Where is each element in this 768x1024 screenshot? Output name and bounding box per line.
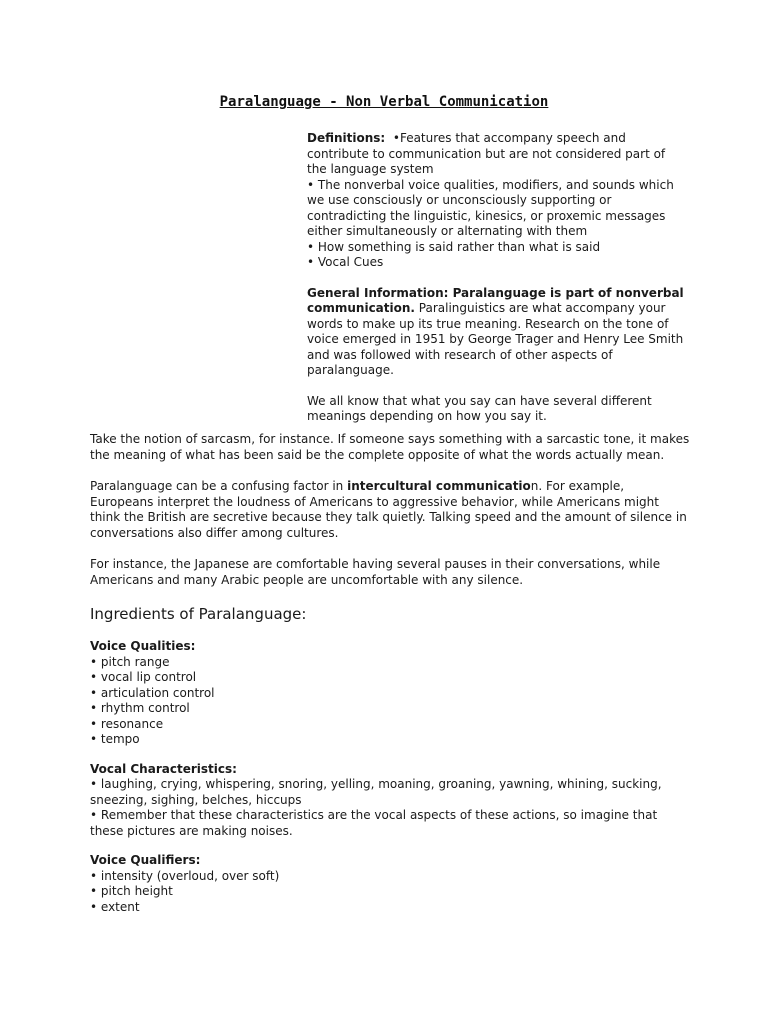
definitions-column: [307, 131, 687, 440]
voice-qualifiers-label: Voice Qualifiers:: [90, 853, 201, 867]
japanese-paragraph: For instance, the Japanese are comfortable having several pauses in their conversations, while Americans and many Arabic people are uncomfortable with any silence.: [90, 557, 661, 587]
list-item: • laughing, crying, whispering, snoring, yelling, moaning, groaning, yawning, whining, sucking, sneezing, sighing, belches, hiccups: [90, 777, 690, 808]
list-item: • articulation control: [90, 686, 690, 702]
general-info-label: General Information: Paralanguage is part of nonverbal communication.: [307, 285, 684, 315]
voice-qualities-list: [90, 655, 690, 748]
general-info-paragraph-2: We all know that what you say can have several different meanings depending on how you say it.: [307, 393, 652, 423]
list-item: • pitch range: [90, 655, 690, 671]
list-item: • pitch height: [90, 884, 690, 900]
list-item: • Remember that these characteristics are the vocal aspects of these actions, so imagine that these pictures are making noises.: [90, 808, 690, 839]
definitions-first-line: Definitions: •Features that accompany speech and contribute to communication but are not considered part of the language system: [307, 131, 666, 176]
list-item: • vocal lip control: [90, 670, 690, 686]
vocal-characteristics-label: Vocal Characteristics:: [90, 761, 237, 776]
intercultural-paragraph: Paralanguage can be a confusing factor in intercultural communication. For example, Europeans interpret the loudness of Americans to aggressive behavior, while Americans might think the British are secretive because they talk quietly. Talking speed and the amount of silence in conversations also differ among cultures.: [90, 479, 687, 540]
voice-qualities-label: Voice Qualities:: [90, 639, 196, 653]
general-info-block: [307, 286, 687, 379]
definitions-item: • The nonverbal voice qualities, modifiers, and sounds which we use consciously or unconsciously supporting or contradicting the linguistic, kinesics, or proxemic messages either simultaneously or alternating with them: [307, 177, 674, 238]
sarcasm-paragraph: Take the notion of sarcasm, for instance. If someone says something with a sarcastic tone, it makes the meaning of what has been said be the complete opposite of what the words actually mean.: [90, 432, 690, 462]
general-info-block-2: [307, 394, 687, 425]
definitions-item: Features that accompany speech and contribute to communication but are not considered part of the language system: [307, 131, 666, 176]
voice-qualifiers-list: [90, 869, 690, 916]
definitions-item: • How something is said rather than what is said: [307, 239, 601, 254]
definitions-label: Definitions:: [307, 131, 386, 145]
main-content: [90, 432, 690, 929]
general-info-paragraph: [307, 286, 687, 379]
page-title: Paralanguage - Non Verbal Communication: [219, 94, 549, 110]
list-item: • extent: [90, 900, 690, 916]
list-item: • intensity (overloud, over soft): [90, 869, 690, 885]
list-item: • tempo: [90, 732, 690, 748]
vocal-characteristics-list: [90, 777, 690, 839]
definitions-block: [307, 131, 687, 271]
list-item: • rhythm control: [90, 701, 690, 717]
ingredients-heading: Ingredients of Paralanguage:: [90, 605, 307, 623]
intercultural-link-text: intercultural communicatio: [347, 479, 531, 493]
definitions-item: • Vocal Cues: [307, 255, 384, 269]
list-item: • resonance: [90, 717, 690, 733]
general-info-text: Paralinguistics are what accompany your words to make up its true meaning. Research on the tone of voice emerged in 1951 by George Trager and Henry Lee Smith and was followed with research of other aspects of paralanguage.: [307, 301, 684, 377]
